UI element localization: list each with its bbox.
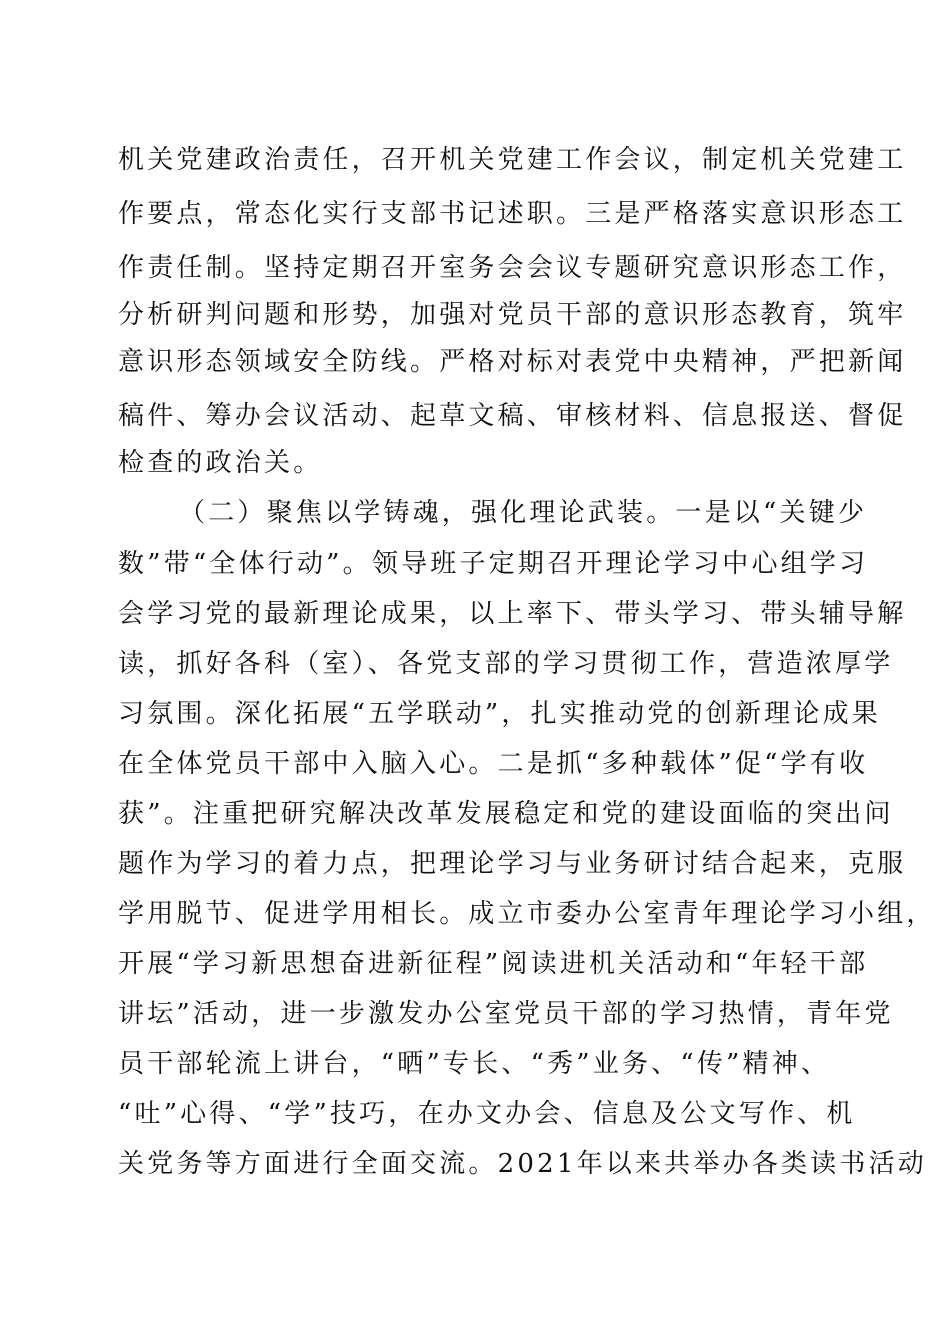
text-line: 开展“学习新思想奋进新征程”阅读进机关活动和“年轻干部: [118, 949, 869, 979]
text-line: 学用脱节、促进学用相长。成立市委办公室青年理论学习小组，: [118, 899, 936, 929]
text-line: 作要点，常态化实行支部书记述职。三是严格落实意识形态工: [118, 199, 907, 229]
text-line: 意识形态领域安全防线。严格对标对表党中央精神，严把新闻: [118, 347, 907, 377]
text-line: 数”带“全体行动”。领导班子定期召开理论学习中心组学习: [118, 549, 869, 579]
text-line: 关党务等方面进行全面交流。2021年以来共举办各类读书活动: [118, 1149, 927, 1179]
text-line: 读，抓好各科（室）、各党支部的学习贯彻工作，营造浓厚学: [118, 649, 894, 679]
text-line: 讲坛”活动，进一步激发办公室党员干部的学习热情，青年党: [118, 999, 894, 1029]
text-line: “吐”心得、“学”技巧，在办文办会、信息及公文写作、机: [118, 1099, 856, 1129]
text-line: 作责任制。坚持定期召开室务会会议专题研究意识形态工作，: [118, 253, 907, 283]
section-heading-line: （二）聚焦以学铸魂，强化理论武装。一是以“关键少: [179, 498, 868, 528]
text-line: 稿件、筹办会议活动、起草文稿、审核材料、信息报送、督促: [118, 401, 907, 431]
text-line: 题作为学习的着力点，把理论学习与业务研讨结合起来，克服: [118, 849, 907, 879]
text-line: 习氛围。深化拓展“五学联动”，扎实推动党的创新理论成果: [118, 699, 881, 729]
text-line: 员干部轮流上讲台，“晒”专长、“秀”业务、“传”精神、: [118, 1049, 831, 1079]
text-line: 获”。注重把研究解决改革发展稳定和党的建设面临的突出问: [118, 799, 894, 829]
text-line: 在全体党员干部中入脑入心。二是抓“多种载体”促“学有收: [118, 749, 869, 779]
text-line: 会学习党的最新理论成果，以上率下、带头学习、带头辅导解: [118, 599, 907, 629]
text-line: 机关党建政治责任，召开机关党建工作会议，制定机关党建工: [118, 145, 907, 175]
text-line: 分析研判问题和形势，加强对党员干部的意识形态教育，筑牢: [118, 300, 907, 330]
text-line: 检查的政治关。: [118, 448, 323, 478]
